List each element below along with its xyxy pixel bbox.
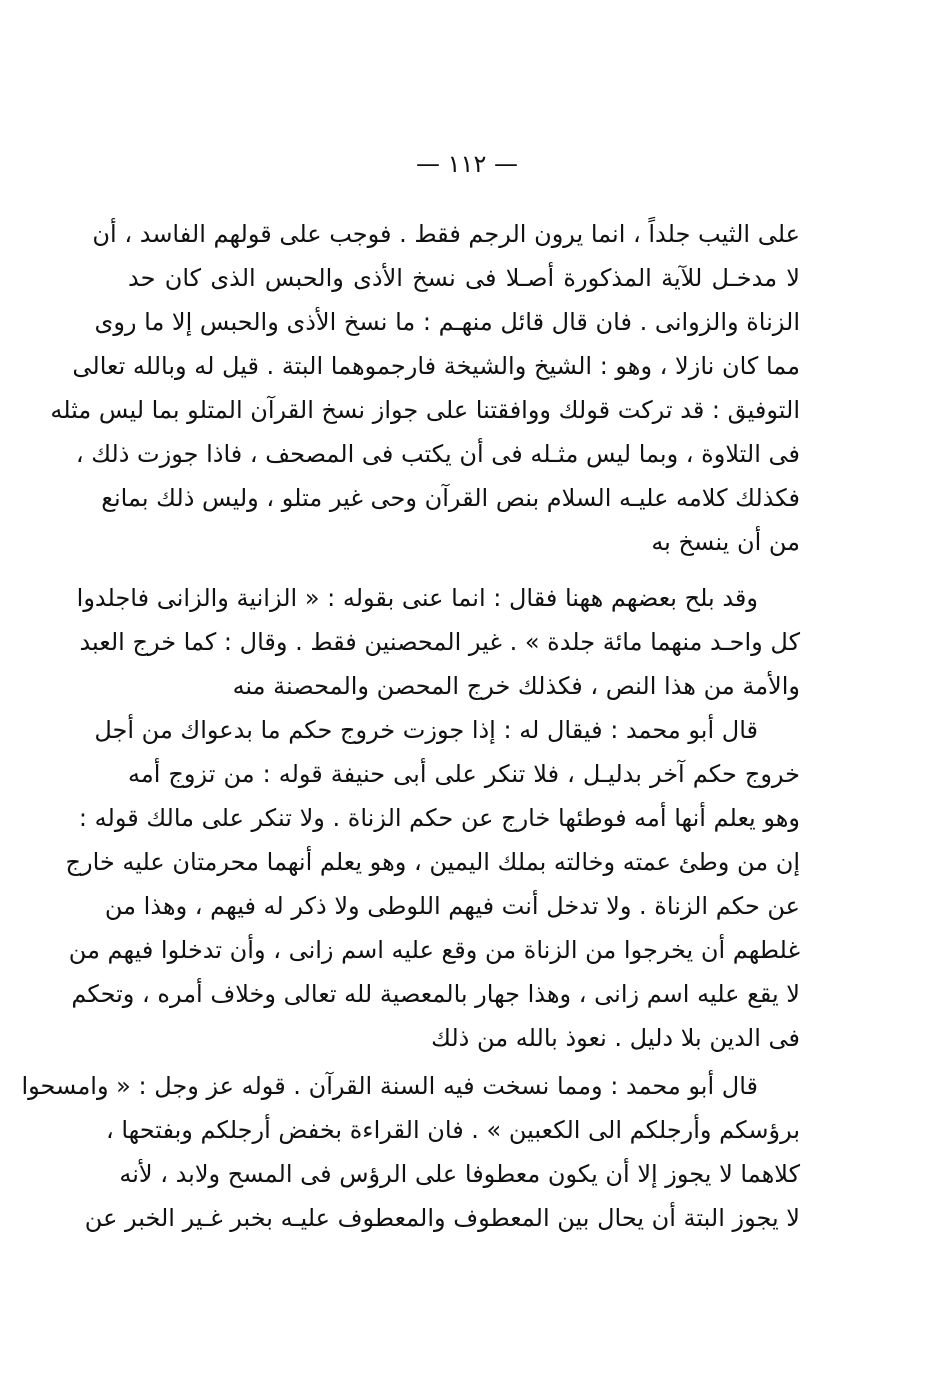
text-line: كلاهما لا يجوز إلا أن يكون معطوفا على الرؤس فى المسح ولابد ، لأنه xyxy=(119,1160,800,1188)
text-line: وهو يعلم أنها أمه فوطئها خارج عن حكم الزناة . ولا تنكر على مالك قوله : xyxy=(78,804,800,832)
text-line: لا يجوز البتة أن يحال بين المعطوف والمعطوف عليـه بخبر غـير الخبر عن xyxy=(84,1204,800,1232)
text-line: غلطهم أن يخرجوا من الزناة من وقع عليه اسم زانى ، وأن تدخلوا فيهم من xyxy=(68,936,800,964)
text-line: فكذلك كلامه عليـه السلام بنص القرآن وحى غير متلو ، وليس ذلك بمانع xyxy=(101,484,800,512)
paragraph-1 xyxy=(50,212,800,564)
text-line: قال أبو محمد : ومما نسخت فيه السنة القرآن . قوله عز وجل : « وامسحوا xyxy=(21,1072,758,1100)
text-line: وقد بلح بعضهم ههنا فقال : انما عنى بقوله : « الزانية والزانى فاجلدوا xyxy=(76,584,758,612)
paragraph-4 xyxy=(21,1064,800,1240)
text-line: والأمة من هذا النص ، فكذلك خرج المحصن والمحصنة منه xyxy=(232,672,800,700)
paragraph-3 xyxy=(65,708,800,1060)
text-line: لا يقع عليه اسم زانى ، وهذا جهار بالمعصية لله تعالى وخلاف أمره ، وتحكم xyxy=(71,980,800,1008)
text-line: التوفيق : قد تركت قولك ووافقتنا على جواز نسخ القرآن المتلو بما ليس مثله xyxy=(50,396,800,424)
text-line: فى التلاوة ، وبما ليس مثـله فى أن يكتب فى المصحف ، فاذا جوزت ذلك ، xyxy=(75,440,800,468)
text-line: خروج حكم آخر بدليـل ، فلا تنكر على أبى حنيفة قوله : من تزوج أمه xyxy=(128,760,800,788)
text-line: مما كان نازلا ، وهو : الشيخ والشيخة فارجموهما البتة . قيل له وبالله تعالى xyxy=(72,352,800,380)
text-line: فى الدين بلا دليل . نعوذ بالله من ذلك xyxy=(431,1024,800,1052)
text-line: الزناة والزوانى . فان قال قائل منهـم : ما نسخ الأذى والحبس إلا ما روى xyxy=(94,308,800,336)
text-line: عن حكم الزناة . ولا تدخل أنت فيهم اللوطى ولا ذكر له فيهم ، وهذا من xyxy=(104,892,800,920)
text-line: من أن ينسخ به xyxy=(651,528,800,556)
text-line: قال أبو محمد : فيقال له : إذا جوزت خروج حكم ما بدعواك من أجل xyxy=(94,716,758,744)
text-line: برؤسكم وأرجلكم الى الكعبين » . فان القراءة بخفض أرجلكم وبفتحها ، xyxy=(105,1116,800,1144)
page-number: — ١١٢ — xyxy=(416,150,518,178)
text-line: على الثيب جلداً ، انما يرون الرجم فقط . فوجب على قولهم الفاسد ، أن xyxy=(92,220,800,248)
text-line: لا مدخـل للآية المذكورة أصـلا فى نسخ الأذى والحبس الذى كان حد xyxy=(128,264,800,292)
text-line: كل واحـد منهما مائة جلدة » . غير المحصنين فقط . وقال : كما خرج العبد xyxy=(79,628,800,656)
text-line: إن من وطئ عمته وخالته بملك اليمين ، وهو يعلم أنهما محرمتان عليه خارج xyxy=(65,848,800,876)
paragraph-2 xyxy=(76,576,800,708)
